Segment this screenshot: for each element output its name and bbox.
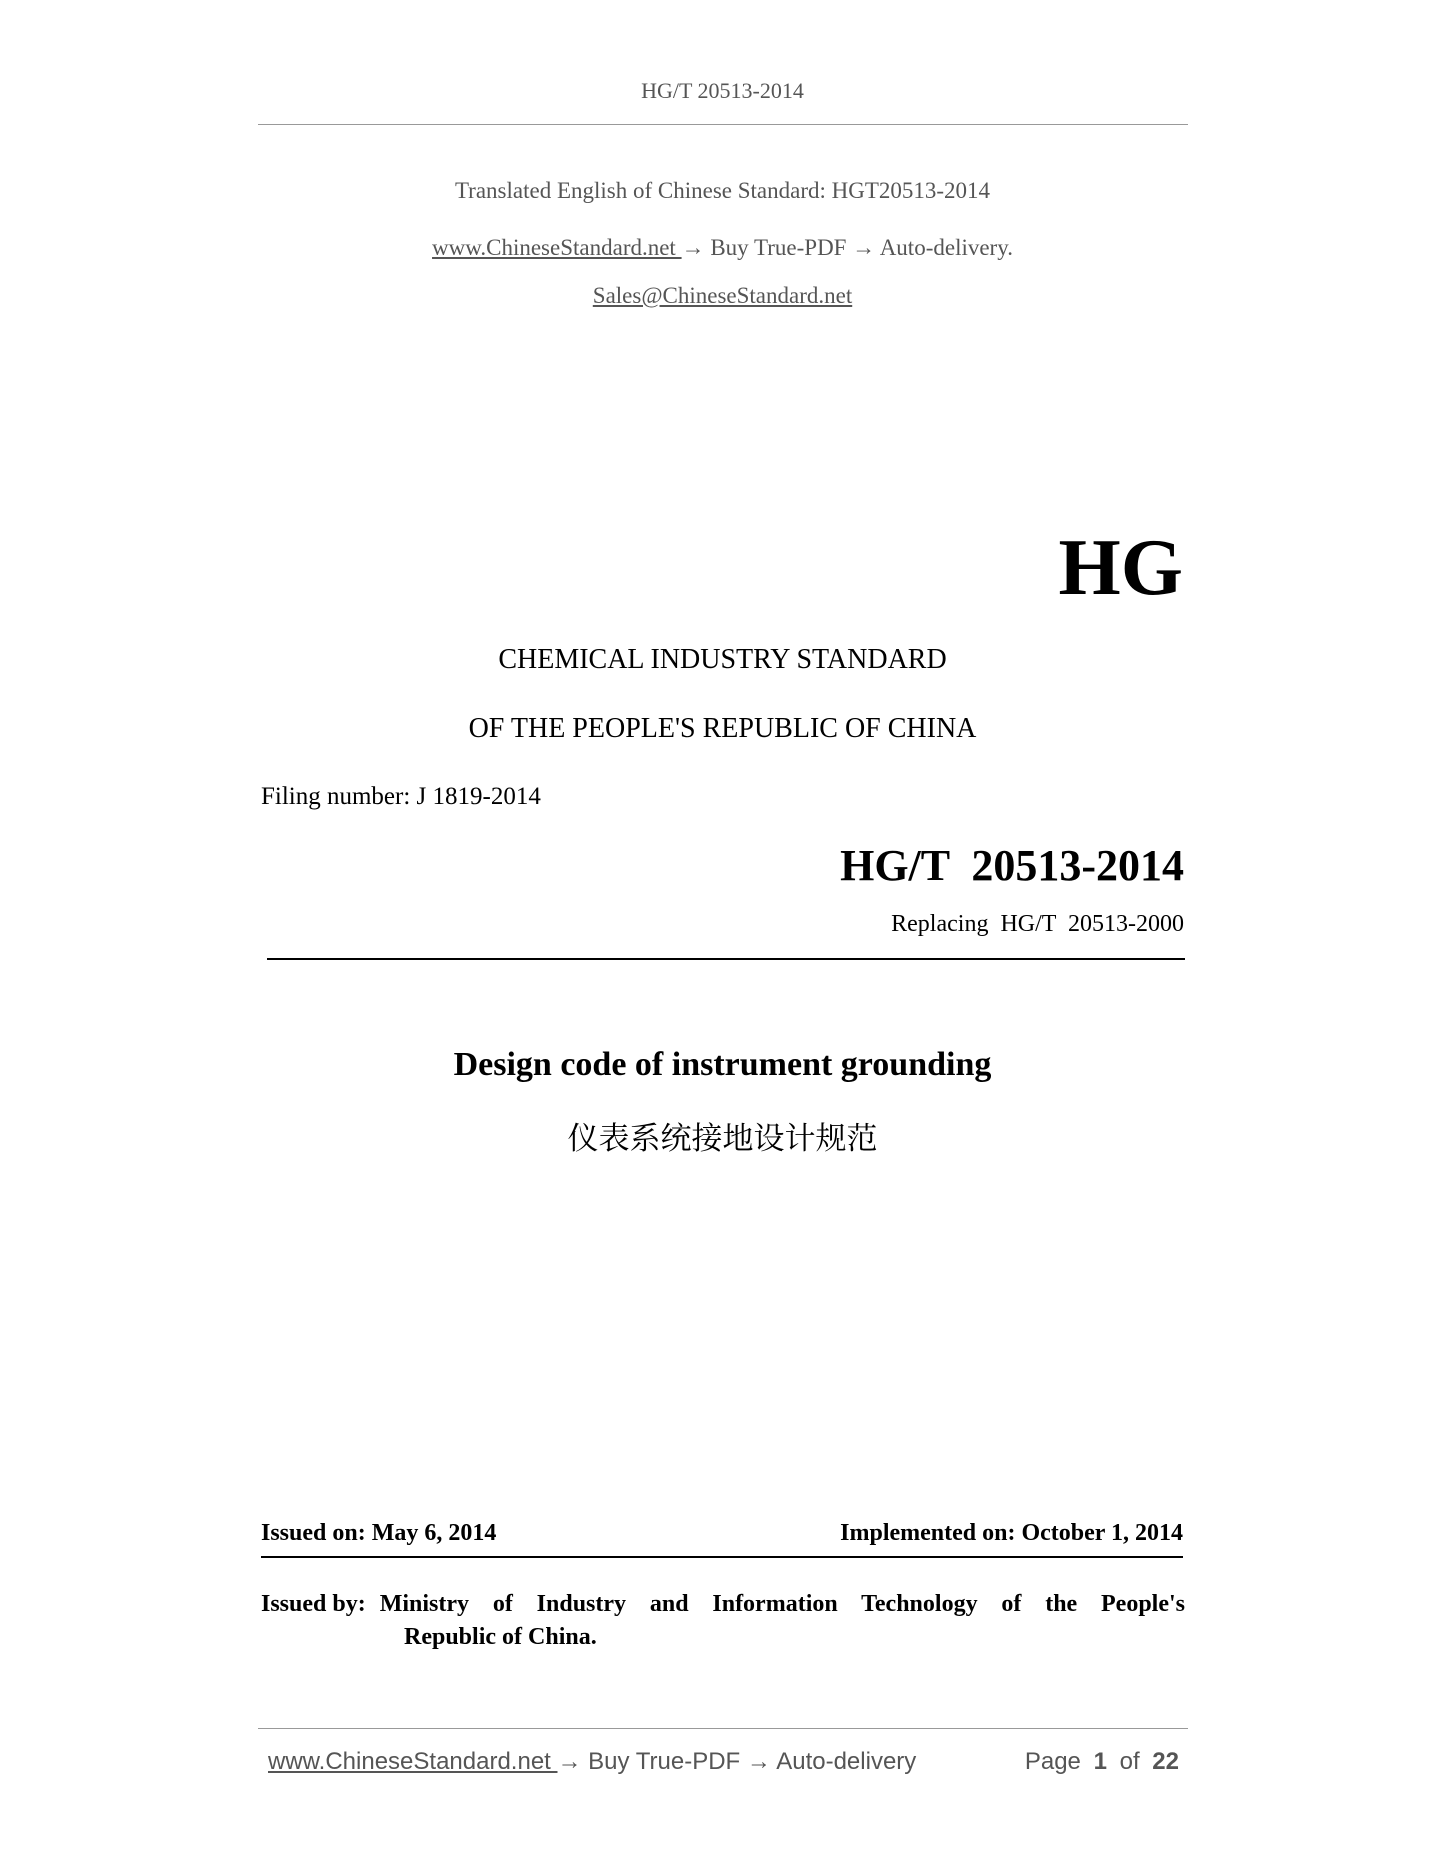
replacing-note: Replacing HG/T 20513-2000 [891, 911, 1184, 937]
translated-line: Translated English of Chinese Standard: HGT20513-2014 [454, 178, 991, 203]
title-chinese: 仪表系统接地设计规范 [567, 1121, 878, 1156]
issuer-name-part-1: Ministry of Industry and Information Technology of the People's [379, 1591, 1185, 1617]
page-indicator [1025, 1748, 1179, 1776]
standard-line-1: CHEMICAL INDUSTRY STANDARD [498, 644, 947, 675]
dates-divider [261, 1556, 1183, 1558]
standard-line-2: OF THE PEOPLE'S REPUBLIC OF CHINA [468, 713, 977, 744]
implemented-on: Implemented on: October 1, 2014 [840, 1520, 1183, 1546]
site-link[interactable]: www.ChineseStandard.net [432, 235, 682, 260]
standard-number: HG/T 20513-2014 [840, 841, 1184, 890]
title-divider [267, 958, 1185, 960]
issuer-name-part-2: Republic of China. [404, 1624, 597, 1650]
footer-divider [258, 1728, 1188, 1729]
filing-number: Filing number: J 1819-2014 [261, 783, 541, 810]
page-total: 22 [1152, 1748, 1179, 1775]
footer-site-link[interactable]: www.ChineseStandard.net [268, 1748, 558, 1775]
issued-by [261, 1591, 1185, 1651]
footer-buy-text: → Buy True-PDF → Auto-delivery [557, 1748, 917, 1775]
page-of: of [1119, 1748, 1140, 1775]
buy-text: → Buy True-PDF → Auto-delivery. [681, 235, 1013, 260]
sales-email-link[interactable]: Sales@ChineseStandard.net [592, 283, 853, 308]
footer-links [268, 1748, 916, 1776]
title-english: Design code of instrument grounding [453, 1046, 992, 1083]
issued-by-label: Issued by: [261, 1591, 366, 1617]
running-header: HG/T 20513-2014 [641, 78, 804, 103]
issued-on: Issued on: May 6, 2014 [261, 1520, 497, 1546]
header-divider [258, 124, 1188, 125]
page-label: Page [1024, 1748, 1081, 1775]
promo-line [0, 235, 1445, 261]
issued-by-line-1 [261, 1591, 1185, 1618]
sales-line [0, 283, 1445, 309]
page-current: 1 [1093, 1748, 1107, 1775]
hg-logo: HG [1058, 524, 1183, 612]
